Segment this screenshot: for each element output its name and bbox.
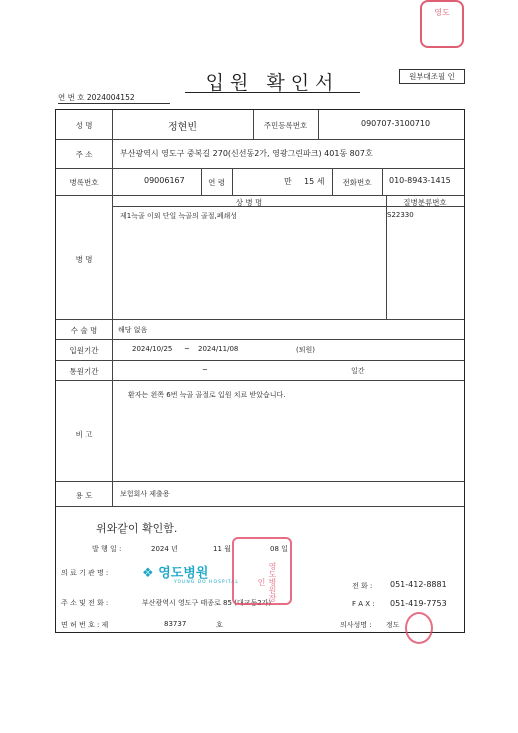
- confirmation-statement: 위와같이 확인함.: [96, 522, 178, 535]
- row-divider: [56, 481, 464, 482]
- admission-separator: ~: [184, 345, 190, 353]
- outpatient-period-label: 통원기간: [69, 367, 99, 376]
- column-divider: [112, 110, 113, 506]
- row-divider: [56, 506, 464, 507]
- admission-period-label: 입원기간: [69, 346, 99, 355]
- purpose-value: 보험회사 제출용: [120, 490, 170, 498]
- row-divider: [56, 319, 464, 320]
- doctor-name-label: 의사성명 :: [340, 621, 372, 629]
- row-divider: [56, 139, 464, 140]
- hospital-address: 부산광역시 영도구 태종로 85 (대교동2가): [142, 599, 272, 607]
- hospital-logo-english: YOUNG DO HOSPITAL: [174, 580, 239, 585]
- row-divider: [56, 360, 464, 361]
- license-number: 83737: [164, 620, 187, 628]
- address-label: 주 소: [75, 150, 93, 159]
- admission-end: 2024/11/08: [198, 345, 239, 353]
- outpatient-separator: ~: [202, 366, 208, 374]
- admission-start: 2024/10/25: [132, 345, 173, 353]
- patient-rrn: 090707-3100710: [361, 119, 431, 128]
- column-divider: [382, 168, 383, 195]
- chart-number: 09006167: [144, 176, 185, 185]
- original-verified-box: 원부대조필 인: [399, 69, 465, 84]
- age-label: 연 령: [208, 178, 225, 187]
- admission-status: (퇴원): [296, 346, 315, 354]
- phone-label: 전화번호: [342, 178, 372, 187]
- title-underline: [185, 92, 360, 93]
- top-seal-stamp: [420, 0, 464, 48]
- hospital-logo-mark-icon: ❖: [142, 566, 154, 581]
- document-number-underline: [58, 103, 170, 104]
- name-label: 성 명: [75, 121, 93, 130]
- chart-number-label: 병록번호: [69, 178, 99, 187]
- license-suffix: 호: [216, 621, 223, 629]
- row-divider: [56, 168, 464, 169]
- hospital-logo: [142, 562, 208, 581]
- age-prefix: 만: [284, 177, 292, 186]
- remarks-text: 환자는 왼쪽 6번 늑골 골절로 입원 치료 받았습니다.: [128, 391, 286, 399]
- hospital-seal-text: 영도병원장인: [257, 562, 277, 602]
- patient-phone: 010-8943-1415: [389, 176, 451, 185]
- top-seal-text: 영도: [434, 8, 450, 17]
- issue-day: 08 일: [270, 545, 288, 553]
- outpatient-days: 일간: [351, 367, 365, 375]
- document-number: [58, 92, 135, 103]
- patient-address: 부산광역시 영도구 중복길 270(신선동2가, 영광그린파크) 401동 807호: [120, 149, 373, 158]
- doctor-seal-stamp: [405, 612, 433, 644]
- address-phone-label: 주 소 및 전 화 :: [61, 599, 109, 607]
- issue-date-label: 발 행 일 :: [92, 545, 122, 553]
- diagnosis-label: 병 명: [75, 255, 93, 264]
- fax-label: F A X :: [352, 600, 375, 608]
- fax-number: 051-419-7753: [390, 599, 447, 608]
- document-number-label: 연 번 호: [58, 93, 85, 102]
- column-divider: [232, 168, 233, 195]
- issue-year: 2024 년: [151, 545, 178, 553]
- patient-age: 15 세: [304, 177, 325, 186]
- row-divider: [56, 380, 464, 381]
- row-divider: [56, 339, 464, 340]
- remarks-label: 비 고: [75, 430, 93, 439]
- diagnosis-name-header: 상 병 명: [235, 198, 263, 207]
- row-divider: [56, 195, 464, 196]
- patient-name: 정현빈: [168, 122, 197, 133]
- license-label: 면 허 번 호 : 제: [61, 621, 109, 629]
- purpose-label: 용 도: [75, 491, 93, 500]
- doctor-name: 정도: [386, 621, 400, 629]
- telephone-label: 전 화 :: [352, 582, 373, 590]
- disease-code: S22330: [387, 211, 414, 219]
- hospital-logo-text: 영도병원: [158, 566, 209, 581]
- column-divider: [318, 110, 319, 139]
- document-number-value: 2024004152: [86, 93, 135, 102]
- surgery-label: 수 술 명: [70, 326, 98, 335]
- rrn-label: 주민등록번호: [263, 121, 308, 130]
- surgery-value: 해당 없음: [118, 326, 148, 334]
- hospital-seal-stamp: [232, 537, 292, 605]
- telephone-number: 051-412-8881: [390, 580, 447, 589]
- document-title: 입원 확인서: [205, 72, 340, 94]
- hospital-name-label: 의 료 기 관 명 :: [61, 569, 109, 577]
- disease-code-header: 질병분류번호: [403, 198, 447, 207]
- diagnosis-name: 제1늑골 이외 단일 늑골의 골절,폐쇄성: [120, 212, 238, 220]
- issue-month: 11 월: [213, 545, 231, 553]
